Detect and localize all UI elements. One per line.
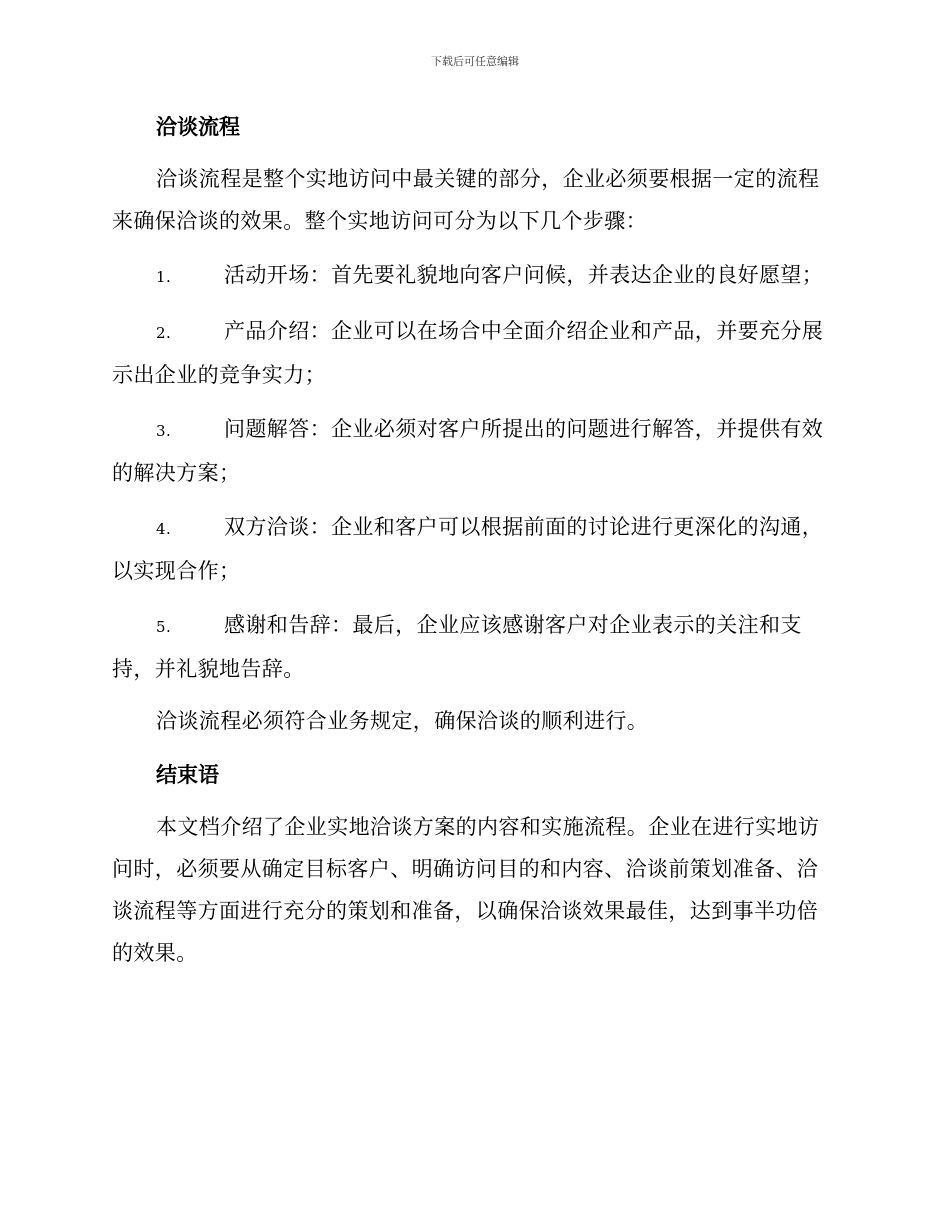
list-item-text: 活动开场：首先要礼貌地向客户问候，并表达企业的良好愿望；	[224, 263, 824, 287]
conclusion-paragraph: 本文档介绍了企业实地洽谈方案的内容和实施流程。企业在进行实地访问时，必须要从确定目标客户、明确访问目的和内容、洽谈前策划准备、洽谈流程等方面进行充分的策划和准备，以确保洽谈效果最佳，达到事半功倍的效果。	[112, 815, 820, 965]
list-item-number: 5.	[156, 618, 172, 636]
list-item-text: 感谢和告辞：最后，企业应该感谢客户对企业表示的关注和支持，并礼貌地告辞。	[112, 613, 802, 681]
document-body	[112, 108, 834, 974]
list-item-number: 4.	[156, 520, 172, 538]
list-item	[112, 310, 834, 396]
list-item	[112, 408, 834, 494]
negotiation-closing-paragraph: 洽谈流程必须符合业务规定，确保洽谈的顺利进行。	[156, 709, 649, 733]
list-item-text: 问题解答：企业必须对客户所提出的问题进行解答，并提供有效的解决方案；	[112, 417, 824, 485]
list-item-number: 1.	[156, 268, 172, 286]
list-item-text: 双方洽谈：企业和客户可以根据前面的讨论进行更深化的沟通，以实现合作；	[112, 515, 824, 583]
list-item	[112, 506, 834, 592]
negotiation-intro-paragraph: 洽谈流程是整个实地访问中最关键的部分，企业必须要根据一定的流程来确保洽谈的效果。整个实地访问可分为以下几个步骤：	[112, 167, 820, 233]
section-heading-conclusion: 结束语	[156, 762, 219, 787]
list-item-number: 2.	[156, 324, 172, 342]
list-item-text: 产品介绍：企业可以在场合中全面介绍企业和产品，并要充分展示出企业的竞争实力；	[112, 319, 824, 387]
list-item	[112, 604, 834, 690]
page-header: 下载后可任意编辑	[431, 55, 519, 68]
list-item	[112, 254, 834, 298]
section-heading-negotiation-process: 洽谈流程	[156, 114, 240, 139]
list-item-number: 3.	[156, 422, 172, 440]
